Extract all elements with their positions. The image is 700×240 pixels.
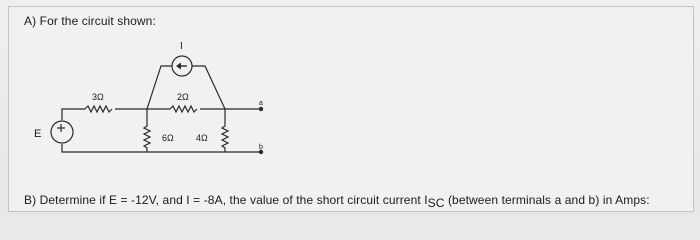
label-6-ohm: 6Ω: [162, 133, 174, 143]
wire-source-left: [147, 66, 172, 109]
terminal-a-dot: [259, 107, 263, 111]
voltage-source-circle: [51, 121, 73, 143]
wire-left-top: [62, 109, 85, 120]
arrow-left-icon: [176, 63, 187, 70]
label-voltage-E: E: [34, 128, 42, 140]
plus-icon: [57, 124, 65, 132]
part-b-prefix: B) Determine if E = -12V, and I = -8A, the value of the short circuit current I: [24, 193, 428, 207]
resistor-2-ohm: [170, 106, 197, 112]
label-terminal-a: a: [259, 100, 263, 107]
wire-source-right: [192, 66, 225, 109]
part-b-subscript: SC: [427, 196, 445, 210]
resistor-3-ohm: [85, 106, 112, 112]
label-terminal-b: b: [259, 144, 263, 151]
label-4-ohm: 4Ω: [196, 133, 208, 143]
label-2-ohm: 2Ω: [177, 92, 189, 102]
label-3-ohm: 3Ω: [92, 92, 104, 102]
part-a-prompt: A) For the circuit shown:: [24, 14, 156, 28]
part-b-suffix: (between terminals a and b) in Amps:: [444, 193, 650, 207]
label-current-I: I: [180, 41, 183, 52]
resistor-6-ohm: [144, 109, 150, 152]
resistor-4-ohm: [222, 109, 228, 152]
wire-bottom: [62, 144, 261, 152]
part-b-prompt: [24, 193, 650, 210]
